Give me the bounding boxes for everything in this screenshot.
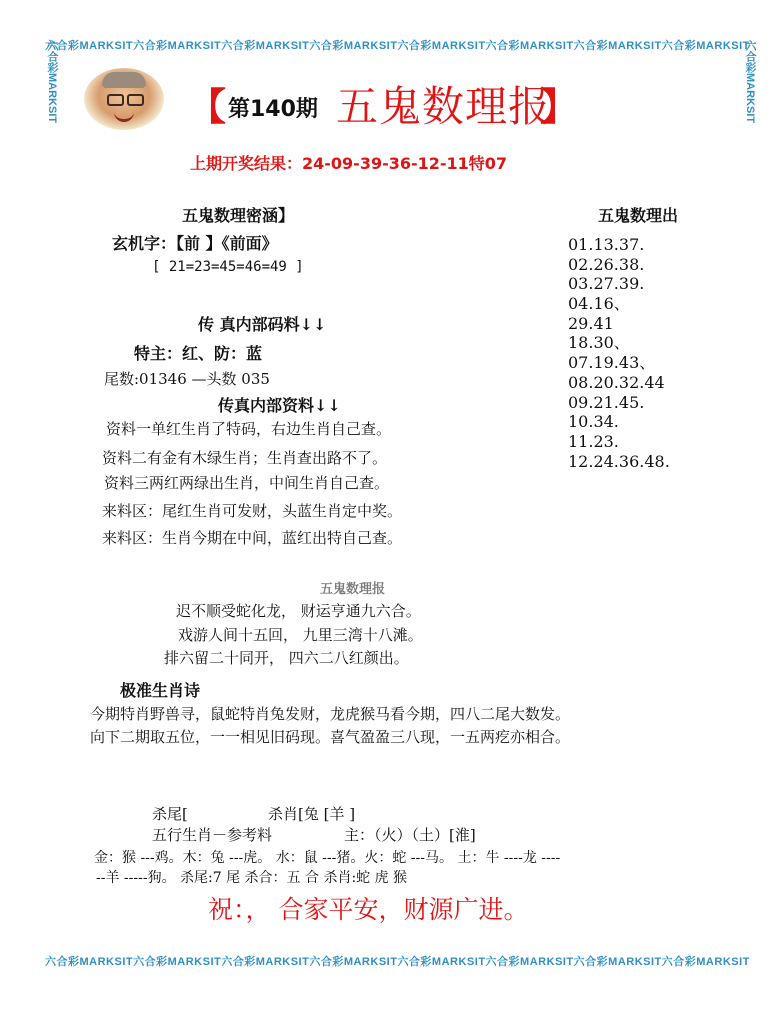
number-group: 02.26.38. <box>568 254 645 274</box>
data-item: 资料三两红两绿出生肖，中间生肖自己查。 <box>104 474 390 492</box>
poem-line: 排六留二十同开， 四六二八红颜出。 <box>164 649 409 667</box>
five-elements-line: 金：猴 ---鸡。木：兔 ---虎。 水：鼠 ---猪。火：蛇 ---马。 土：牛 ----龙 ---- <box>94 850 561 866</box>
special-color-hint: 特主：红、防：蓝 <box>134 344 263 363</box>
blessing-text: 祝：， 合家平安，财源广进。 <box>208 895 529 924</box>
zodiac-poem-line: 向下二期取五位，一一相见旧码现。喜气盈盈三八现，一五两疙亦相合。 <box>90 728 571 746</box>
number-group: 09.21.45. <box>568 392 645 412</box>
number-group: 18.30、 <box>568 333 630 353</box>
data-item: 来料区：生肖今期在中间，蓝红出特自己查。 <box>102 529 403 547</box>
kill-zodiac: 杀肖[兔 [羊 ] <box>268 805 356 823</box>
number-group: 10.34. <box>568 412 619 432</box>
number-group: 29.41 <box>568 313 614 333</box>
number-group: 03.27.39. <box>568 274 645 294</box>
fax-data-heading: 传真内部资料↓↓ <box>218 396 341 415</box>
left-border: 六合彩MARKSIT <box>46 40 58 124</box>
zodiac-poem-line: 今期特肖野兽寻，鼠蛇特肖兔发财，龙虎猴马看今期，四八二尾大数发。 <box>90 705 571 723</box>
number-group: 11.23. <box>568 431 619 451</box>
kill-tail: 杀尾[ <box>152 805 188 823</box>
kill-summary-line: --羊 -----狗。 杀尾:7 尾 杀合：五 合 杀肖:蛇 虎 猴 <box>96 870 408 886</box>
main-elements: 主：（火）（土）[淮] <box>344 826 476 844</box>
header-bracket-right: 】 <box>540 84 579 129</box>
number-group: 01.13.37. <box>568 235 645 254</box>
avatar-portrait <box>84 68 164 130</box>
riddle-text: 玄机字：【前 】《前面》 <box>112 234 278 253</box>
data-item: 资料一单红生肖了特码，右边生肖自己查。 <box>106 420 392 438</box>
five-elements-reference: 五行生肖－参考料 <box>152 826 273 844</box>
number-group: 07.19.43、 <box>568 353 656 373</box>
number-list-title: 五鬼数理出 <box>598 206 679 225</box>
data-item: 来料区：尾红生肖可发财，头蓝生肖定中奖。 <box>102 502 403 520</box>
data-item: 资料二有金有木绿生肖；生肖查出路不了。 <box>102 449 388 467</box>
last-draw-result: 上期开奖结果：24-09-39-36-12-11特07 <box>190 154 508 173</box>
number-equation: [ 21=23=45=46=49 ] <box>152 259 304 275</box>
poem-header: 五鬼数理报 <box>320 582 386 597</box>
poem-line: 迟不顺受蛇化龙， 财运亨通九六合。 <box>176 602 421 620</box>
number-list <box>568 235 670 471</box>
number-group: 12.24.36.48. <box>568 451 670 471</box>
poem-line: 戏游人间十五回， 九里三湾十八滩。 <box>178 626 423 644</box>
number-group: 08.20.32.44 <box>568 372 665 392</box>
zodiac-poem-title: 极准生肖诗 <box>120 681 201 700</box>
header-bracket-left: 【 <box>188 84 227 129</box>
fax-code-heading: 传 真内部码料↓↓ <box>198 315 327 334</box>
top-border: 六合彩MARKSIT六合彩MARKSIT六合彩MARKSIT六合彩MARKSIT六合彩MARKSIT六合彩MARKSIT六合彩MARKSIT六合彩MARKSIT <box>45 40 750 52</box>
tail-head-numbers: 尾数:01346 —头数 035 <box>104 370 270 388</box>
right-border: 六合彩MARKSIT <box>744 40 756 124</box>
page-title: 五鬼数理报 <box>336 82 552 131</box>
bottom-border: 六合彩MARKSIT六合彩MARKSIT六合彩MARKSIT六合彩MARKSIT六合彩MARKSIT六合彩MARKSIT六合彩MARKSIT六合彩MARKSIT <box>45 956 750 968</box>
secret-section-title: 五鬼数理密涵】 <box>182 206 295 225</box>
issue-number: 第140期 <box>228 97 318 122</box>
number-group: 04.16、 <box>568 294 630 314</box>
